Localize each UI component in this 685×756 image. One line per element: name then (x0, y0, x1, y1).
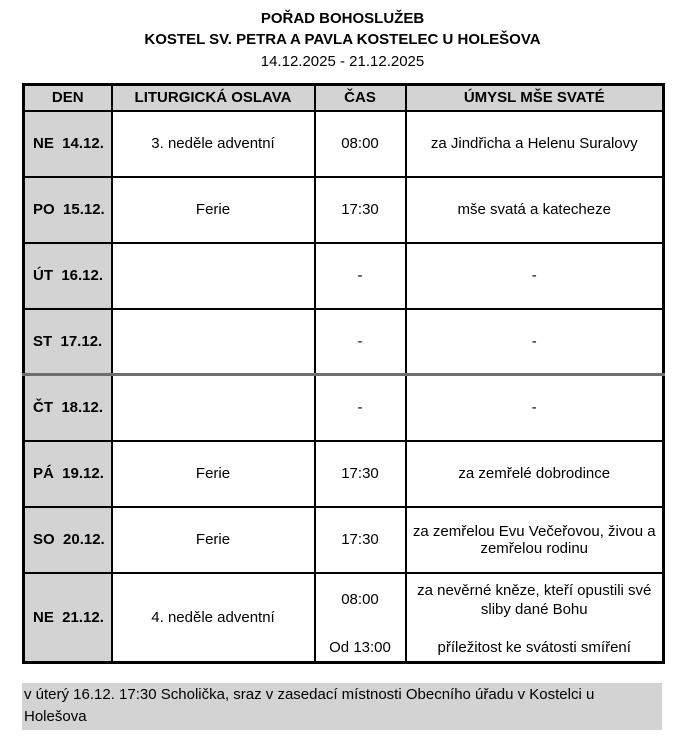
day-cell: NE 21.12. (24, 573, 112, 663)
schedule-table (22, 83, 665, 664)
celebration-cell: 3. neděle adventní (112, 111, 315, 177)
celebration-cell (112, 243, 315, 309)
day-cell: SO 20.12. (24, 507, 112, 573)
table-row-ut-16 (24, 243, 664, 309)
intention-entry-1: za nevěrné kněze, kteří opustili své sliby dané Bohu (417, 581, 652, 618)
time-cell: 17:30 (315, 441, 406, 507)
intention-cell: mše svatá a katecheze (406, 177, 664, 243)
table-row-st-17 (24, 309, 664, 375)
intention-cell: za zemřelé dobrodince (406, 441, 664, 507)
table-row-po-15 (24, 177, 664, 243)
table-row-ne-21 (24, 573, 664, 663)
intention-cell: - (406, 243, 664, 309)
table-row-ct-18 (24, 375, 664, 441)
celebration-cell (112, 375, 315, 441)
intention-entry-2: příležitost ke svátosti smíření (437, 638, 631, 656)
celebration-cell: Ferie (112, 177, 315, 243)
time-cell: 17:30 (315, 507, 406, 573)
footer-note: v úterý 16.12. 17:30 Scholička, sraz v zasedací místnosti Obecního úřadu v Kostelci u Holešova (22, 683, 662, 730)
table-row-pa-19 (24, 441, 664, 507)
time-cell: 08:00 (315, 111, 406, 177)
table-header-row (24, 85, 664, 111)
time-cell (315, 573, 406, 663)
day-cell: ST 17.12. (24, 309, 112, 375)
table-row-ne-14 (24, 111, 664, 177)
column-header-liturgicka-oslava: LITURGICKÁ OSLAVA (112, 85, 315, 111)
celebration-cell: Ferie (112, 441, 315, 507)
celebration-cell (112, 309, 315, 375)
time-cell: - (315, 309, 406, 375)
time-cell: - (315, 243, 406, 309)
day-cell: PO 15.12. (24, 177, 112, 243)
day-cell: ÚT 16.12. (24, 243, 112, 309)
celebration-cell: Ferie (112, 507, 315, 573)
table-row-so-20 (24, 507, 664, 573)
intention-cell (406, 573, 664, 663)
time-cell: - (315, 375, 406, 441)
column-header-cas: ČAS (315, 85, 406, 111)
intention-cell: - (406, 309, 664, 375)
time-entry-2: Od 13:00 (329, 638, 391, 656)
date-range: 14.12.2025 - 21.12.2025 (260, 53, 425, 70)
time-entry-1: 08:00 (341, 591, 379, 608)
church-name: KOSTEL SV. PETRA A PAVLA KOSTELEC U HOLEŠOVA (144, 31, 541, 48)
day-cell: NE 14.12. (24, 111, 112, 177)
day-cell: PÁ 19.12. (24, 441, 112, 507)
intention-cell: za Jindřicha a Helenu Suralovy (406, 111, 664, 177)
celebration-cell: 4. neděle adventní (112, 573, 315, 663)
day-cell: ČT 18.12. (24, 375, 112, 441)
column-header-den: DEN (24, 85, 112, 111)
page-title: POŘAD BOHOSLUŽEB (260, 10, 425, 27)
column-header-umysl: ÚMYSL MŠE SVATÉ (406, 85, 664, 111)
intention-cell: - (406, 375, 664, 441)
time-cell: 17:30 (315, 177, 406, 243)
document-header (22, 8, 663, 72)
intention-cell: za zemřelou Evu Večeřovou, živou a zemřelou rodinu (406, 507, 664, 573)
